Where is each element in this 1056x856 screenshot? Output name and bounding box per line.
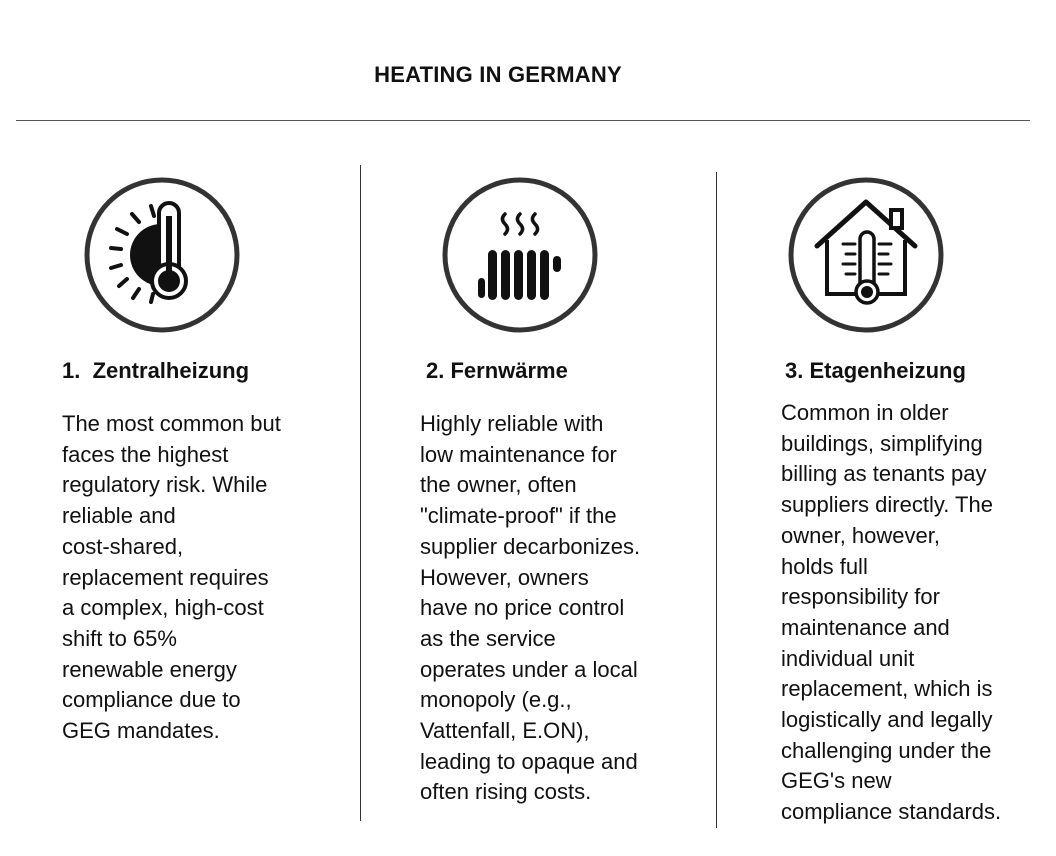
house-thermometer-icon xyxy=(787,176,945,334)
page-title: HEATING IN GERMANY xyxy=(374,62,622,87)
column-divider-2 xyxy=(716,172,717,828)
column-divider-1 xyxy=(360,165,361,821)
column-description-fernwaerme: Highly reliable with low maintenance for the owner, often "climate-proof" if the supplier decarbonizes. However, owners have no price control as the service operates under a local monopoly (e.g., Vattenfall, E.ON), leading to opaque and often rising costs. xyxy=(420,411,641,805)
title-divider xyxy=(16,120,1030,121)
sun-thermometer-icon xyxy=(83,176,241,334)
column-heading-fernwaerme: 2. Fernwärme xyxy=(426,358,568,383)
column-description-etagenheizung: Common in older buildings, simplifying billing as tenants pay suppliers directly. The owner, however, holds full responsibility for maintenance and individual unit replacement, which is logistically and legally challenging under the GEG's new compliance standards. xyxy=(781,400,1002,825)
radiator-icon xyxy=(441,176,599,334)
column-description-zentralheizung: The most common but faces the highest regulatory risk. While reliable and cost-shared, replacement requires a complex, high-cost shift to 65% renewable energy compliance due to GEG mandates. xyxy=(62,411,281,744)
column-heading-etagenheizung: 3. Etagenheizung xyxy=(785,358,966,383)
column-heading-zentralheizung: 1. Zentralheizung xyxy=(62,358,250,383)
